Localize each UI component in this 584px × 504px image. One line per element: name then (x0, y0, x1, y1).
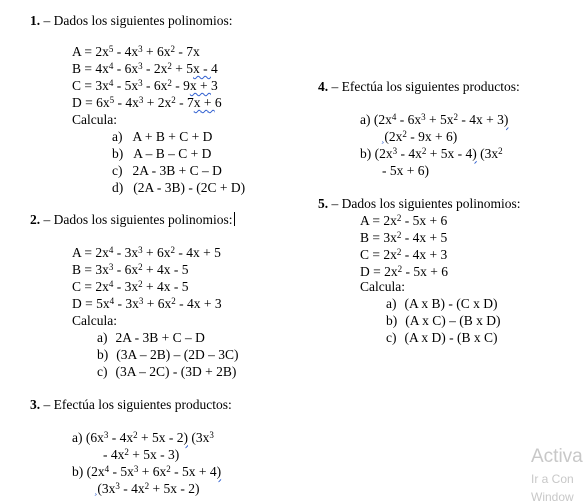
p3-product-a-line1: a) $(6x^3 - 4x^2 + 5x - 2)$ ($3x^3$ (72, 430, 214, 445)
p2-polynomial-c: $C = 2x^4 - 3x^2 + 4x - 5$ (72, 279, 189, 294)
p1-polynomial-d: $D = 6x^5 - 4x^3 + 2x^2 - 7x + 6$ (72, 95, 222, 110)
p4-product-b-line2: - 5x + 6) (382, 163, 429, 178)
activation-watermark-line: Ir a Con (531, 472, 574, 486)
p1-op-c: c) 2A - 3B + C – D (112, 163, 222, 178)
problem-2-heading: 2. – Dados los siguientes polinomios: (30, 212, 233, 227)
p4-product-a-line1: a) $(2x^4 - 6x^3 + 5x^2 - 4x + 3)$ (360, 112, 509, 127)
p4-product-a-line2: $¸(2x^2 - 9x + 6)$ (381, 129, 458, 144)
p2-polynomial-b: $B = 3x^3 - 6x^2 + 4x - 5$ (72, 262, 189, 277)
p1-op-d: d) (2A - 3B) - (2C + D) (112, 180, 246, 195)
p4-product-b-line1: b) $(2x^3 - 4x^2 + 5x - 4)$ ($3x^2$ (360, 146, 503, 161)
p1-polynomial-a: $A = 2x^5 - 4x^3 + 6x^2 - 7x$ (72, 44, 200, 59)
p5-op-a: a) (A x B) - (C x D) (386, 296, 498, 311)
problem-5-heading: 5. – Dados los siguientes polinomios: (318, 196, 521, 211)
p1-polynomial-b: $B = 4x^4 - 6x^3 - 2x^2 + 5x - 4$ (72, 61, 218, 76)
p5-polynomial-c: $C = 2x^2 - 4x + 3$ (360, 247, 448, 262)
activation-watermark-title: Activa (531, 446, 583, 467)
p5-polynomial-b: $B = 3x^2 - 4x + 5$ (360, 230, 448, 245)
problem-1-number: 1 (30, 13, 37, 28)
p5-calcula-label: Calcula: (360, 279, 405, 294)
problem-3-heading: 3. – Efectúa los siguientes productos: (30, 397, 232, 412)
problem-4-title: – Efectúa los siguientes productos: (328, 79, 520, 94)
p2-calcula-label: Calcula: (72, 313, 117, 328)
p2-op-a: a) 2A - 3B + C – D (97, 330, 205, 345)
p2-op-c: c) (3A – 2C) - (3D + 2B) (97, 364, 237, 379)
p1-calcula-label: Calcula: (72, 112, 117, 127)
p1-op-a: a) A + B + C + D (112, 129, 213, 144)
p2-polynomial-d: $D = 5x^4 - 3x^3 + 6x^2 - 4x + 3$ (72, 296, 222, 311)
text-cursor (234, 212, 235, 226)
p5-polynomial-a: $A = 2x^2 - 5x + 6$ (360, 213, 448, 228)
p1-polynomial-c: $C = 3x^4 - 5x^3 - 6x^2 - 9x + 3$ (72, 78, 218, 93)
p2-op-b: b) (3A – 2B) – (2D – 3C) (97, 347, 239, 362)
p3-product-a-line2: - $4x^2 + 5x - 3$) (103, 447, 180, 462)
problem-3-title: – Efectúa los siguientes productos: (40, 397, 232, 412)
problem-5-title: – Dados los siguientes polinomios: (328, 196, 521, 211)
problem-5-number: 5 (318, 196, 325, 211)
p1-op-b: b) A – B – C + D (112, 146, 212, 161)
p5-op-c: c) (A x D) - (B x C) (386, 330, 498, 345)
p3-product-b-line2: $¸(3x^3 - 4x^2 + 5x - 2)$ (94, 481, 200, 496)
p5-op-b: b) (A x C) – (B x D) (386, 313, 501, 328)
problem-4-number: 4 (318, 79, 325, 94)
problem-4-heading: 4. – Efectúa los siguientes productos: (318, 79, 520, 94)
p3-product-b-line1: b) $(2x^4 - 5x^3 + 6x^2 - 5x + 4)$ (72, 464, 222, 479)
problem-2-title: – Dados los siguientes polinomios: (40, 212, 233, 227)
problem-1-heading: 1. – Dados los siguientes polinomios: (30, 13, 233, 28)
problem-1-title: – Dados los siguientes polinomios: (40, 13, 233, 28)
problem-2-number: 2 (30, 212, 37, 227)
problem-3-number: 3 (30, 397, 37, 412)
p2-polynomial-a: $A = 2x^4 - 3x^3 + 6x^2 - 4x + 5$ (72, 245, 221, 260)
p5-polynomial-d: $D = 2x^2 - 5x + 6$ (360, 264, 448, 279)
activation-watermark-line: Window (531, 490, 574, 504)
